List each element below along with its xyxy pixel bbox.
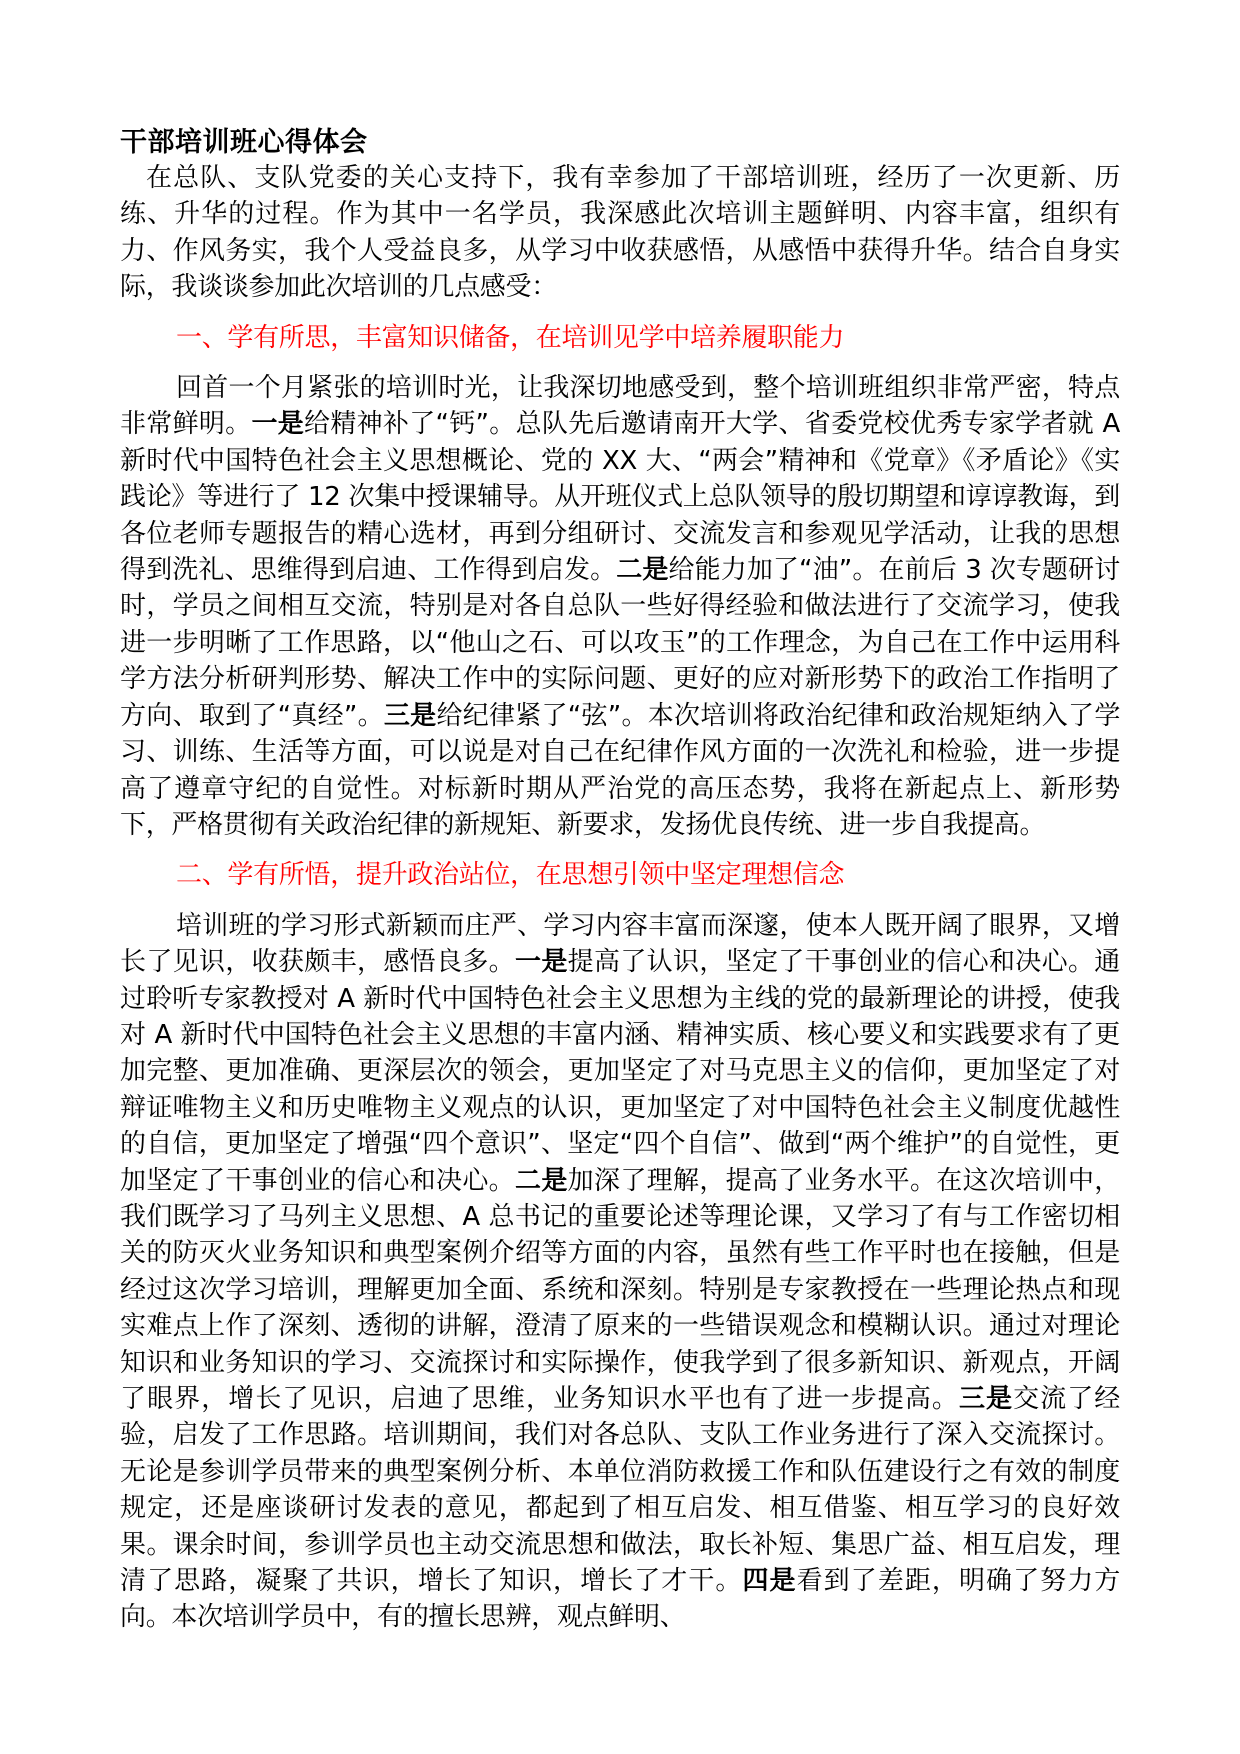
text-run: 给精神补了“钙”。总队先后邀请南开大学、省委党校优秀专家学者就 A 新时代中国特色社会主义思想概论、党的 XX 大、“两会”精神和《党章》《矛盾论》《实践论》等进行了 12 次集中授课辅导。从开班仪式上总队领导的殷切期望和谆谆教诲，到各位老师专题报告的精心选材，再到分组研讨、交流发言和参观见学活动，让我的思想得到洗礼、思维得到启迪、工作得到启发。 bbox=[120, 409, 1120, 586]
point-marker-1: 一是 bbox=[251, 409, 305, 440]
point-marker-3: 三是 bbox=[958, 1384, 1014, 1414]
section-1-heading: 一、学有所思，丰富知识储备，在培训见学中培养履职能力 bbox=[176, 322, 845, 353]
text-run: 给能力加了“油”。在前后 3 次专题研讨时，学员之间相互交流，特别是对各自总队一些好得经验和做法进行了交流学习，使我进一步明晰了工作思路，以“他山之石、可以攻玉”的工作理念，为自己在工作中运用科学方法分析研判形势、解决工作中的实际问题、更好的应对新形势下的政治工作指明了方向、取到了“真经”。 bbox=[120, 555, 1120, 731]
point-marker-3: 三是 bbox=[383, 700, 437, 731]
point-marker-2: 二是 bbox=[616, 555, 669, 586]
text-run: 加深了理解，提高了业务水平。在这次培训中，我们既学习了马列主义思想、A 总书记的重要论述等理论课，又学习了有与工作密切相关的防灭火业务知识和典型案例介绍等方面的内容，虽然有些工作平时也在接触，但是经过这次学习培训，理解更加全面、系统和深刻。特别是专家教授在一些理论热点和现实难点上作了深刻、透彻的讲解，澄清了原来的一些错误观念和模糊认识。通过对理论知识和业务知识的学习、交流探讨和实际操作，使我学到了很多新知识、新观点，开阔了眼界，增长了见识，启迪了思维，业务知识水平也有了进一步提高。 bbox=[120, 1165, 1120, 1414]
section-1-paragraph bbox=[120, 370, 1120, 843]
text-run: 交流了经验，启发了工作思路。培训期间，我们对各总队、支队工作业务进行了深入交流探讨。无论是参训学员带来的典型案例分析、本单位消防救援工作和队伍建设行之有效的制度规定，还是座谈研讨发表的意见，都起到了相互启发、相互借鉴、相互学习的良好效果。课余时间，参训学员也主动交流思想和做法，取长补短、集思广益、相互启发，理清了思路，凝聚了共识，增长了知识，增长了才干。 bbox=[120, 1384, 1120, 1597]
text-run: 给纪律紧了“弦”。本次培训将政治纪律和政治规矩纳入了学习、训练、生活等方面，可以说是对自己在纪律作风方面的一次洗礼和检验，进一步提高了遵章守纪的自觉性。对标新时期从严治党的高压态势，我将在新起点上、新形势下，严格贯彻有关政治纪律的新规矩、新要求，发扬优良传统、进一步自我提高。 bbox=[120, 700, 1121, 840]
intro-paragraph: 在总队、支队党委的关心支持下，我有幸参加了干部培训班，经历了一次更新、历练、升华的过程。作为其中一名学员，我深感此次培训主题鲜明、内容丰富，组织有力、作风务实，我个人受益良多，从学习中收获感悟，从感悟中获得升华。结合自身实际，我谈谈参加此次培训的几点感受： bbox=[120, 163, 1120, 303]
text-run: 提高了认识，坚定了干事创业的信心和决心。通过聆听专家教授对 A 新时代中国特色社会主义思想为主线的党的最新理论的讲授，使我对 A 新时代中国特色社会主义思想的丰富内涵、精神实质、核心要义和实践要求有了更加完整、更加准确、更深层次的领会，更加坚定了对马克思主义的信仰，更加坚定了对辩证唯物主义和历史唯物主义观点的认识，更加坚定了对中国特色社会主义制度优越性的自信，更加坚定了增强“四个意识”、坚定“四个自信”、做到“两个维护”的自觉性，更加坚定了干事创业的信心和决心。 bbox=[120, 947, 1120, 1196]
document-title: 干部培训班心得体会 bbox=[120, 127, 368, 158]
text-run: 培训班的学习形式新颖而庄严、学习内容丰富而深邃，使本人既开阔了眼界，又增长了见识，收获颇丰，感悟良多。 bbox=[120, 910, 1120, 978]
point-marker-4: 四是 bbox=[742, 1566, 797, 1597]
text-run: 回首一个月紧张的培训时光，让我深切地感受到，整个培训班组织非常严密，特点非常鲜明。 bbox=[120, 373, 1120, 440]
point-marker-1: 一是 bbox=[514, 947, 568, 978]
section-2-paragraph bbox=[120, 908, 1120, 1636]
text-run: 看到了差距，明确了努力方向。本次培训学员中，有的擅长思辨，观点鲜明、 bbox=[120, 1566, 1121, 1633]
point-marker-2: 二是 bbox=[514, 1165, 568, 1196]
section-2-heading: 二、学有所悟，提升政治站位，在思想引领中坚定理想信念 bbox=[176, 860, 845, 891]
